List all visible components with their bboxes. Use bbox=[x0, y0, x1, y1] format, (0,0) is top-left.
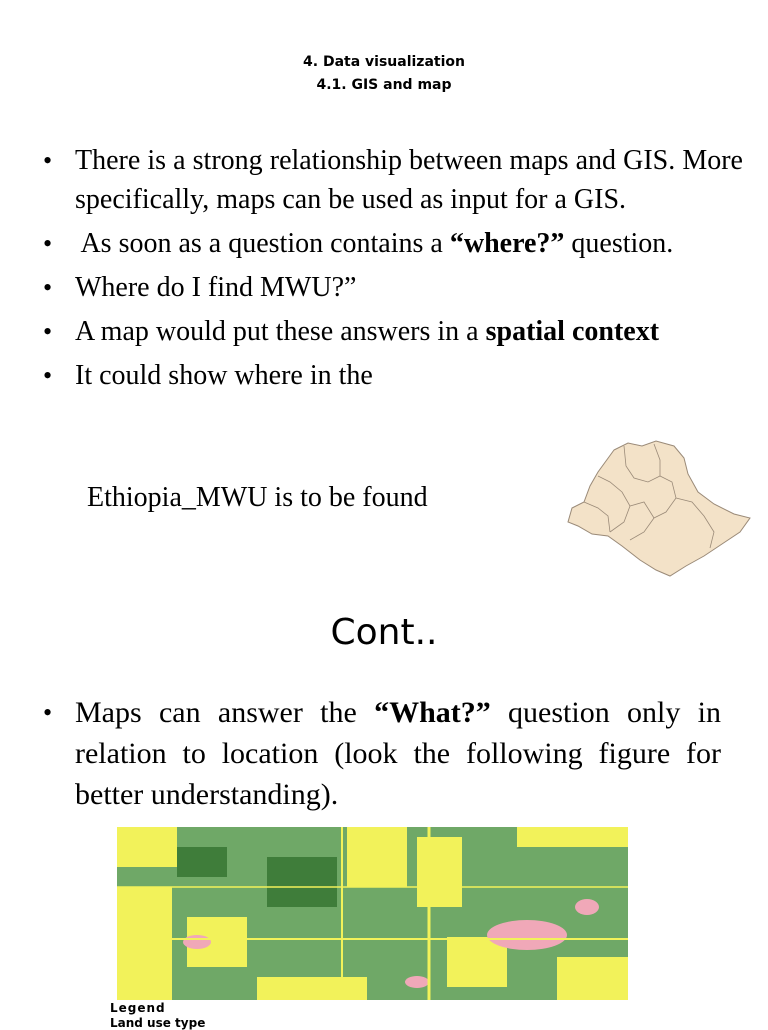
legend-title: Legend bbox=[110, 1001, 166, 1015]
bullet-text: There is a strong relationship between maps and GIS. More specifically, maps can be used as input for a GIS. bbox=[75, 145, 743, 215]
bullet-text: Maps can answer the bbox=[75, 696, 375, 729]
land-use-patch bbox=[267, 857, 337, 907]
bullet-text: As soon as a question contains a bbox=[75, 228, 450, 259]
bullet-text: A map would put these answers in a bbox=[75, 316, 486, 347]
bullet-item bbox=[43, 141, 743, 219]
land-use-patch bbox=[517, 827, 628, 847]
land-use-patch bbox=[257, 977, 367, 1000]
slide-title: 4. Data visualization bbox=[303, 54, 465, 70]
land-use-patch bbox=[117, 827, 177, 867]
bullet-list bbox=[43, 692, 721, 815]
bullet-item bbox=[43, 224, 743, 263]
bullet-text: It could show where in the bbox=[75, 360, 373, 391]
ethiopia-outline bbox=[568, 441, 750, 576]
bullet-text: question. bbox=[564, 228, 674, 259]
land-use-patch bbox=[417, 837, 462, 907]
bullet-bold-text: “What?” bbox=[374, 696, 491, 729]
land-use-patch bbox=[117, 887, 172, 1000]
bullet-continuation: Ethiopia_MWU is to be found bbox=[87, 482, 428, 513]
land-use-pink-area bbox=[183, 935, 211, 949]
bullet-list bbox=[43, 141, 743, 395]
bullet-bold-text: “where?” bbox=[449, 228, 565, 259]
bullet-item bbox=[43, 312, 743, 351]
bullet-bold-text: spatial context bbox=[485, 316, 660, 347]
slide-subtitle: 4.1. GIS and map bbox=[316, 77, 452, 93]
land-use-pink-area bbox=[575, 899, 599, 915]
bullet-text: Where do I find MWU?” bbox=[75, 272, 357, 303]
land-use-patch bbox=[347, 827, 407, 887]
land-use-pink-area bbox=[405, 976, 429, 988]
land-use-patch bbox=[177, 847, 227, 877]
bullet-text: question only in relation to location (look the following figure for better understanding). bbox=[75, 696, 721, 811]
bullet-item bbox=[43, 692, 721, 815]
slide2-heading: Cont.. bbox=[330, 612, 438, 653]
bullet-item bbox=[43, 268, 743, 307]
land-use-patch bbox=[557, 957, 628, 1000]
ethiopia-map-image bbox=[564, 436, 754, 578]
bullet-item bbox=[43, 356, 743, 395]
land-use-pink-area bbox=[487, 920, 567, 950]
land-use-map-image bbox=[117, 827, 628, 1000]
legend-subtitle: Land use type bbox=[110, 1016, 206, 1030]
